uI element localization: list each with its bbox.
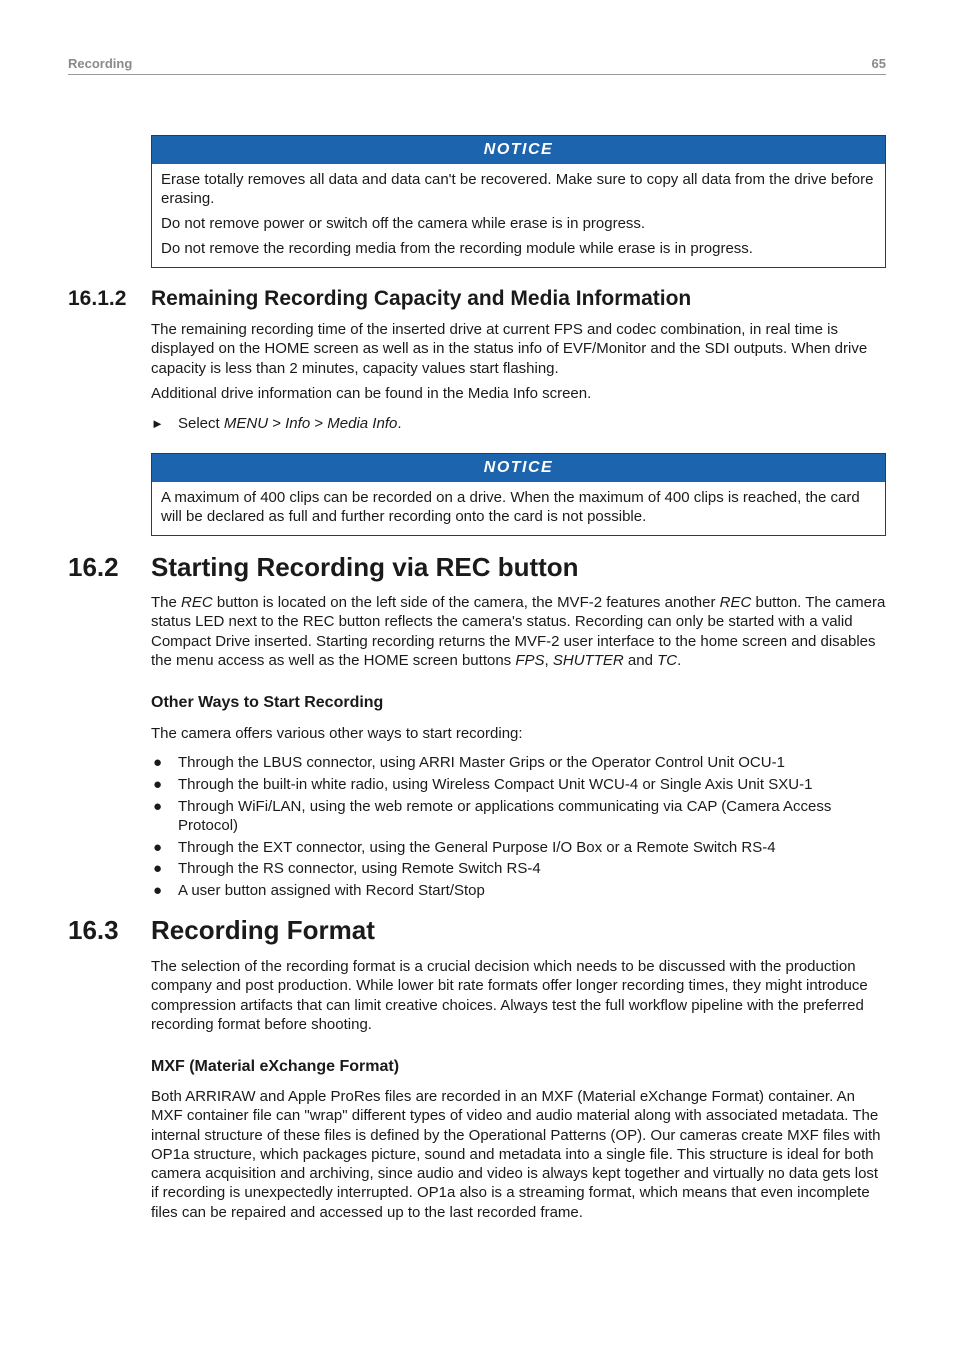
menu-path-menu: MENU [223, 415, 269, 432]
notice-line: Do not remove power or switch off the camera while erase is in progress. [161, 215, 646, 232]
section-heading-16-1-2 [68, 287, 691, 311]
header-section: Recording [68, 56, 133, 71]
notice-line: A maximum of 400 clips can be recorded on a drive. When the maximum of 400 clips is reached, the card will be declared as full and further recording onto the card is not possible. [161, 489, 860, 525]
section-heading-16-2 [68, 552, 579, 583]
bullet-icon: ● [153, 860, 163, 878]
section-number: 16.1.2 [68, 287, 127, 310]
list-item: ● Through the RS connector, using Remote Switch RS-4 [153, 860, 541, 878]
bullet-icon: ● [153, 754, 163, 771]
paragraph: Additional drive information can be found in the Media Info screen. [151, 385, 592, 402]
notice-line: Erase totally removes all data and data can't be recovered. Make sure to copy all data from the drive before erasing. [161, 171, 874, 207]
section-number: 16.2 [68, 552, 119, 582]
list-item: ● Through the EXT connector, using the General Purpose I/O Box or a Remote Switch RS-4 [153, 838, 776, 856]
bullet-list [151, 753, 886, 903]
list-item: ● Through the built-in white radio, using Wireless Compact Unit WCU-4 or Single Axis Unit SXU-1 [153, 775, 813, 793]
list-item: ● A user button assigned with Record Start/Stop [153, 882, 485, 900]
page-header [68, 56, 886, 75]
paragraph: The selection of the recording format is a crucial decision which needs to be discussed with the production company and post production. While lower bit rate formats offer longer recording times, they might introduce compression artifacts that can limit creative choices. Always test the full workflow pipeline with the preferred recording format before shooting. [151, 958, 868, 1033]
page-number: 65 [871, 56, 886, 71]
section-heading-16-3 [68, 915, 375, 946]
section-number: 16.3 [68, 915, 119, 945]
menu-path-media-info: Media Info [327, 415, 398, 432]
subheading-mxf: MXF (Material eXchange Format) [151, 1058, 400, 1075]
notice-body [152, 164, 885, 267]
arrow-right-icon: ► [151, 416, 164, 431]
bullet-icon: ● [153, 797, 163, 815]
notice-box-clips [151, 453, 886, 536]
notice-box-erase [151, 135, 886, 268]
list-item: ● Through WiFi/LAN, using the web remote or applications communicating via CAP (Camera Access Protocol) [153, 797, 832, 834]
paragraph: The REC button is located on the left side of the camera, the MVF-2 features another REC button. The camera status LED next to the REC button reflects the camera's status. Recording can only be started with a valid Compact Drive inserted. Starting recording returns the MVF-2 user interface to the home screen and disables the menu access as well as the HOME screen buttons FPS, SHUTTER and TC. [151, 594, 886, 669]
section-title: Remaining Recording Capacity and Media Information [151, 287, 692, 310]
instruction-step: ► Select MENU > Info > Media Info. [151, 415, 402, 432]
bullet-icon: ● [153, 838, 163, 856]
notice-label: NOTICE [152, 454, 885, 482]
section-title: Recording Format [151, 915, 375, 945]
notice-line: Do not remove the recording media from the recording module while erase is in progress. [161, 240, 753, 257]
list-item: ● Through the LBUS connector, using ARRI Master Grips or the Operator Control Unit OCU-1 [153, 754, 785, 771]
section-title: Starting Recording via REC button [151, 552, 579, 582]
paragraph: The camera offers various other ways to start recording: [151, 725, 523, 742]
bullet-icon: ● [153, 775, 163, 793]
menu-path-info: Info [285, 415, 311, 432]
notice-body [152, 482, 885, 535]
notice-label: NOTICE [152, 136, 885, 164]
bullet-icon: ● [153, 882, 163, 900]
paragraph: The remaining recording time of the inserted drive at current FPS and codec combination, in real time is displayed on the HOME screen as well as in the status info of EVF/Monitor and the SDI outputs. When drive capacity is less than 2 minutes, capacity values start flashing. [151, 321, 868, 377]
subheading-other-ways: Other Ways to Start Recording [151, 694, 384, 711]
paragraph: Both ARRIRAW and Apple ProRes files are recorded in an MXF (Material eXchange Format) container. An MXF container file can "wrap" different types of video and audio material along with associated metadata. The internal structure of these files is defined by the Operational Patterns (OP). Our cameras create MXF files with OP1a structure, which packages picture, sound and metadata into a single file. This structure is ideal for both camera acquisition and archiving, since audio and video is always kept together and virtually no data gets lost if recording is unexpectedly interrupted. OP1a also is a streaming format, which means that even incomplete files can be repaired and accessed up to the last recorded frame. [151, 1088, 881, 1221]
